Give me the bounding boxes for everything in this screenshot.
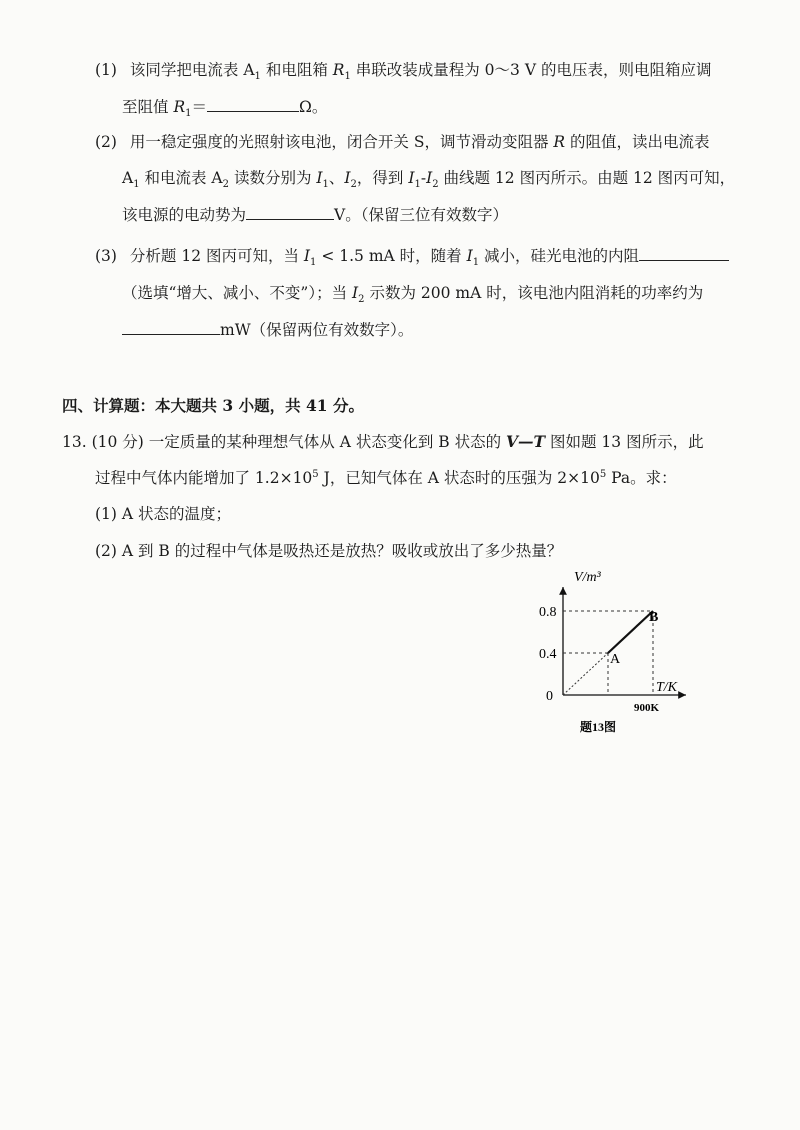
subscript: 2 <box>358 294 365 306</box>
q12-p2-line2 <box>122 167 735 189</box>
q13-line2 <box>95 467 677 489</box>
subscript: 2 <box>222 179 230 191</box>
x-axis-label: T/K <box>656 680 678 695</box>
text: ，得到 <box>356 169 409 187</box>
text: 一定质量的某种理想气体从 A 状态变化到 B 状态的 <box>143 433 506 451</box>
subscript: 1 <box>185 108 192 120</box>
text: 读数分别为 <box>229 169 317 187</box>
text: 图如题 13 图所示，此 <box>545 433 704 451</box>
origin-to-a-line <box>563 653 608 695</box>
q12-p2-line3 <box>122 203 508 226</box>
var-r: R <box>553 133 566 151</box>
text: 分析题 12 图丙可知，当 <box>129 247 304 265</box>
subscript: 1 <box>310 257 317 269</box>
text: < 1.5 mA 时，随着 <box>316 247 467 265</box>
q12-p2-line1 <box>95 131 710 153</box>
figure-caption: 题13图 <box>580 720 617 734</box>
text: 串联改装成量程为 0～3 V 的电压表，则电阻箱应调 <box>350 61 712 79</box>
var-i: I <box>352 284 359 302</box>
q13-line1 <box>62 431 704 453</box>
subscript: 2 <box>350 179 357 191</box>
answer-blank-resistance[interactable] <box>639 244 729 261</box>
y-tick-0.4: 0.4 <box>539 647 557 662</box>
section-heading: 四、计算题：本大题共 3 小题，共 41 分。 <box>62 396 364 415</box>
q12-p3-line1 <box>95 244 729 267</box>
var-i: I <box>303 247 311 265</box>
var-r: R <box>173 98 186 116</box>
var-r: R <box>332 61 345 79</box>
text: 和电阻箱 <box>260 61 333 79</box>
text: （选填“增大、减小、不变”）；当 <box>122 284 353 302</box>
q13-score: (10 分) <box>91 433 144 451</box>
subscript: 1 <box>133 179 140 191</box>
exponent: 5 <box>599 468 607 480</box>
q12-p2-number: (2) <box>95 133 117 151</box>
point-a-label: A <box>610 652 621 667</box>
subscript: 1 <box>344 71 351 83</box>
text: 减小，硅光电池的内阻 <box>479 247 640 265</box>
var-i: I <box>426 169 433 187</box>
q12-p1-number: (1) <box>95 61 117 79</box>
y-tick-0.8: 0.8 <box>539 605 557 620</box>
var-i: I <box>344 169 351 187</box>
answer-blank-emf[interactable] <box>246 203 334 220</box>
q12-p3-number: (3) <box>95 247 117 265</box>
text: A <box>122 169 134 187</box>
var-i: I <box>408 169 415 187</box>
q12-p3-line2 <box>122 282 703 304</box>
subscript: 1 <box>254 71 261 83</box>
answer-blank-r1[interactable] <box>207 95 299 112</box>
text: 、 <box>328 169 345 187</box>
vt-label: V—T <box>506 432 546 451</box>
q12-p3-line3 <box>122 318 413 341</box>
process-ab-line <box>608 611 653 653</box>
exponent: 5 <box>312 468 319 480</box>
text: mW（保留两位有效数字）。 <box>220 321 414 339</box>
text: 和电流表 A <box>139 169 223 187</box>
subscript: 1 <box>322 179 329 191</box>
text: 过程中气体内能增加了 1.2×10 <box>95 469 313 487</box>
text: 的阻值，读出电流表 <box>565 133 710 151</box>
q13-number: 13. <box>62 433 87 451</box>
text: ＝ <box>191 98 207 116</box>
text: 至阻值 <box>122 98 174 116</box>
subscript: 2 <box>432 179 439 191</box>
text: 曲线题 12 图丙所示。由题 12 图丙可知， <box>438 169 736 187</box>
subscript: 1 <box>472 257 480 269</box>
text: 用一稳定强度的光照射该电池，闭合开关 S，调节滑动变阻器 <box>129 133 554 151</box>
text: - <box>420 169 427 187</box>
text: J，已知气体在 A 状态时的压强为 2×10 <box>318 469 600 487</box>
origin-label: 0 <box>546 689 553 704</box>
subscript: 1 <box>414 179 421 191</box>
q12-p1-line2 <box>122 95 327 118</box>
point-b-label: B <box>649 610 659 625</box>
y-axis-label: V/m³ <box>574 570 601 585</box>
var-i: I <box>466 247 473 265</box>
q13-sub1: (1) A 状态的温度； <box>95 505 232 523</box>
answer-blank-power[interactable] <box>122 318 220 335</box>
var-i: I <box>316 169 323 187</box>
x-tick-900k: 900K <box>634 702 660 714</box>
text: 该电源的电动势为 <box>122 206 247 224</box>
figure-13 <box>530 565 710 740</box>
text: Pa。求： <box>606 469 677 487</box>
text: 示数为 200 mA 时，该电池内阻消耗的功率约为 <box>364 284 704 302</box>
text: V。（保留三位有效数字） <box>334 206 508 224</box>
unit-text: Ω。 <box>299 98 328 116</box>
q12-p1-line1 <box>95 59 711 81</box>
text: 该同学把电流表 A <box>129 61 255 79</box>
q13-sub2: (2) A 到 B 的过程中气体是吸热还是放热？吸收或放出了多少热量？ <box>95 542 563 560</box>
